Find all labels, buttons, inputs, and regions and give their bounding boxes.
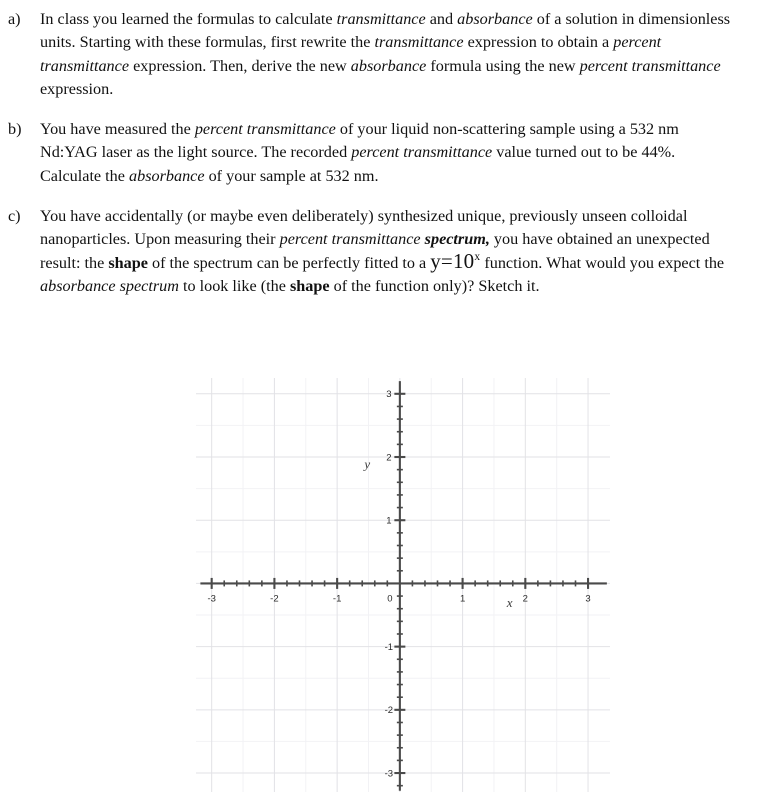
emphasis-term: percent transmittance — [351, 143, 493, 162]
strong-term: shape — [289, 276, 330, 295]
y-axis-tick-label: 3 — [386, 389, 392, 401]
emphasis-term: transmittance — [336, 10, 426, 28]
emphasis-strong-term: spectrum, — [424, 230, 490, 249]
emphasis-term: percent transmittance — [279, 230, 425, 249]
question-item-c — [0, 205, 757, 298]
y-axis-tick-label: -1 — [384, 642, 394, 654]
question-marker-a: a) — [8, 10, 21, 28]
emphasis-term: absorbance — [350, 56, 427, 75]
strong-term: shape — [108, 253, 148, 272]
x-axis-label: x — [506, 594, 513, 610]
question-list — [0, 0, 757, 315]
question-text-b: You have measured the percent transmittance of your liquid non-scattering sample using a 532 nm Nd:YAG laser as the light source. The recorded percent transmittance value turned out to be 44%. Calculate the absorbance of your sample at 532 nm. — [40, 120, 679, 185]
question-marker-c: c) — [8, 207, 21, 226]
x-axis-tick-label: 2 — [522, 593, 528, 605]
y-axis-tick-label: 1 — [386, 515, 392, 527]
emphasis-term: transmittance — [374, 33, 464, 52]
sketch-graph — [196, 378, 610, 792]
inline-formula — [430, 249, 480, 273]
question-text-c: You have accidentally (or maybe even deliberately) synthesized unique, previously unseen colloidal nanoparticles. Upon measuring their percent transmittance spectrum, you have obtained an unexpected result: the shape of the spectrum can be perfectly fitted to a $y=10^x$ function. What would you expect the absorbance spectrum to look like (the shape of the function only)? Sketch it. — [40, 207, 725, 295]
x-axis-tick-label: 3 — [585, 593, 591, 605]
question-marker-b: b) — [8, 120, 22, 139]
y-axis-label: y — [364, 456, 371, 472]
x-axis-tick-label: 1 — [459, 593, 466, 605]
x-axis-tick-label: 0 — [387, 593, 393, 605]
question-item-a — [0, 8, 757, 101]
emphasis-term: absorbance — [129, 166, 205, 185]
y-axis-tick-label: -2 — [384, 705, 394, 717]
cartesian-grid-svg — [196, 378, 610, 792]
x-axis-tick-label: -2 — [270, 593, 279, 605]
formula-base: y=10 — [430, 248, 475, 273]
formula-exponent: x — [474, 250, 481, 263]
x-axis-tick-label: -1 — [332, 593, 342, 605]
emphasis-term: absorbance spectrum — [40, 276, 179, 295]
question-item-b — [0, 118, 757, 188]
emphasis-term: percent transmittance — [579, 56, 721, 75]
question-text-a: In class you learned the formulas to calculate transmittance and absorbance of a solution in dimensionless units. Starting with these formulas, first rewrite the transmittance expression to obtain a percent transmittance expression. Then, derive the new absorbance formula using the new percent transmittance expression. — [40, 10, 731, 98]
emphasis-term: absorbance — [457, 10, 533, 28]
y-axis-tick-label: 2 — [386, 452, 392, 464]
x-axis-tick-label: -3 — [207, 593, 216, 605]
emphasis-term: percent transmittance — [40, 33, 662, 75]
y-axis-tick-label: -3 — [384, 768, 394, 780]
emphasis-term: percent transmittance — [194, 120, 336, 139]
